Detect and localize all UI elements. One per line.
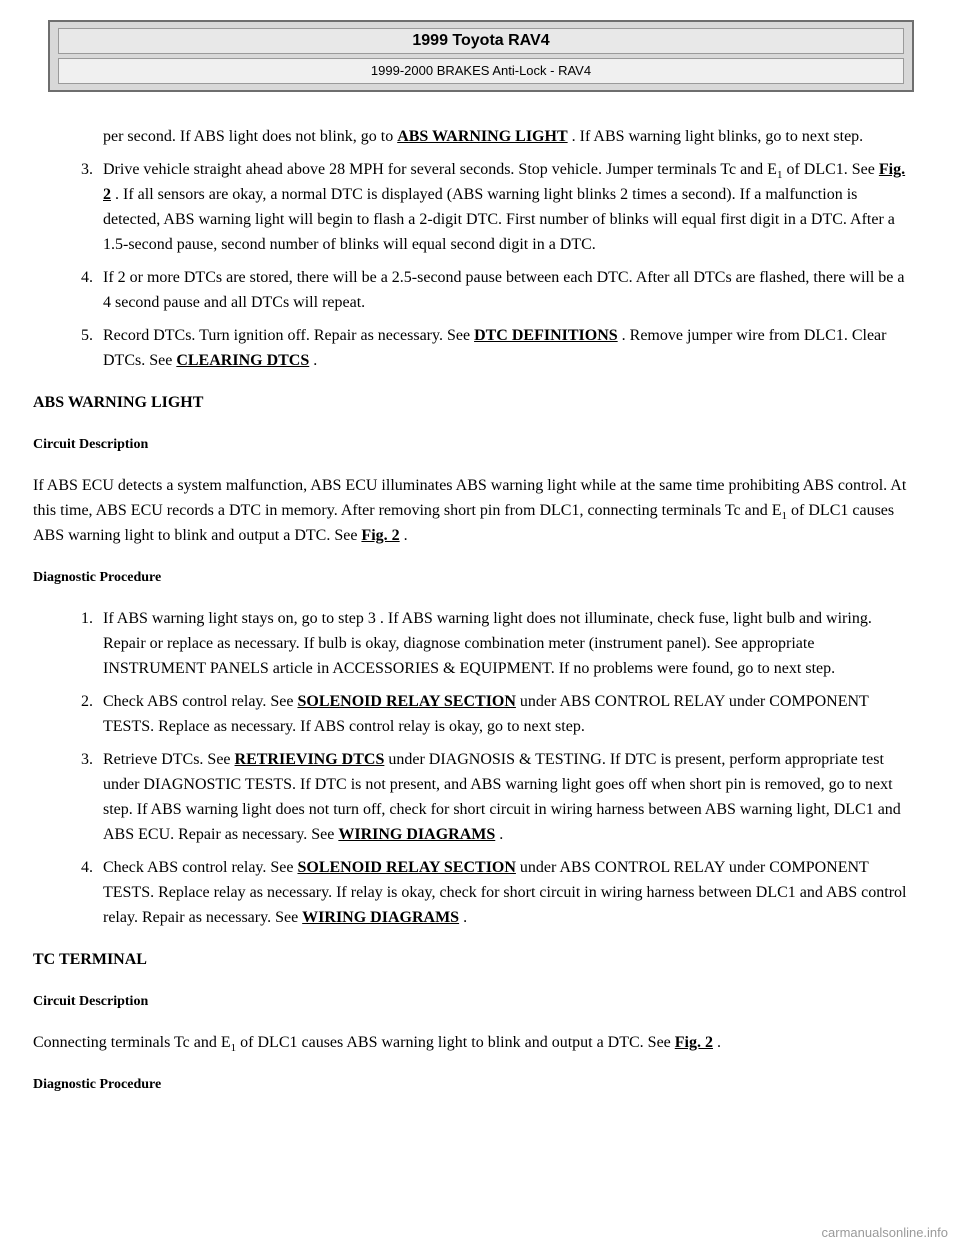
- continued-step-text: per second. If ABS light does not blink, go to ABS WARNING LIGHT . If ABS warning light blinks, go to next step.: [103, 128, 864, 145]
- link-fig-2[interactable]: Fig. 2: [103, 161, 906, 203]
- subheading-diagnostic-procedure: Diagnostic Procedure: [33, 1077, 162, 1092]
- link-retrieving-dtcs[interactable]: RETRIEVING DTCS: [234, 751, 385, 768]
- page-header: [48, 20, 914, 92]
- section-heading-tc-terminal: TC TERMINAL: [33, 951, 147, 968]
- link-fig-2[interactable]: Fig. 2: [674, 1034, 713, 1051]
- section-heading-abs-warning-light: ABS WARNING LIGHT: [33, 394, 204, 411]
- link-solenoid-relay-section[interactable]: SOLENOID RELAY SECTION: [297, 693, 516, 710]
- circuit-description-paragraph: If ABS ECU detects a system malfunction, ABS ECU illuminates ABS warning light while at the same time prohibiting ABS control. At this time, ABS ECU records a DTC in memory. After removing short pin from DLC1, connecting terminals Tc and $E_1$ of DLC1 causes ABS warning light to blink and output a DTC. See Fig. 2 .: [33, 477, 907, 544]
- step-5: 5. Record DTCs. Turn ignition off. Repair as necessary. See DTC DEFINITIONS . Remove jumper wire from DLC1. Clear DTCs. See CLEARING DTCS .: [81, 327, 887, 369]
- link-clearing-dtcs[interactable]: CLEARING DTCS: [176, 352, 310, 369]
- link-fig-2[interactable]: Fig. 2: [361, 527, 400, 544]
- subheading-circuit-description: Circuit Description: [33, 994, 149, 1009]
- link-wiring-diagrams[interactable]: WIRING DIAGRAMS: [338, 826, 496, 843]
- subheading-diagnostic-procedure: Diagnostic Procedure: [33, 570, 162, 585]
- watermark: carmanualsonline.info: [821, 1225, 948, 1240]
- document-title: 1999 Toyota RAV4: [58, 28, 904, 54]
- diag-step-3: 3. Retrieve DTCs. See RETRIEVING DTCS under DIAGNOSIS & TESTING. If DTC is present, perform appropriate test under DIAGNOSTIC TESTS. If DTC is not present, and ABS warning light goes off when short pin is removed, go to next step. If ABS warning light does not turn off, check for short circuit in wiring harness between ABS warning light, DLC1 and ABS ECU. Repair as necessary. See WIRING DIAGRAMS .: [81, 751, 901, 843]
- diagnostic-steps: [33, 606, 913, 930]
- tc-circuit-description-paragraph: Connecting terminals Tc and $E_1$ of DLC1 causes ABS warning light to blink and output a DTC. See Fig. 2 .: [33, 1034, 721, 1055]
- document-subtitle: 1999-2000 BRAKES Anti-Lock - RAV4: [58, 58, 904, 84]
- diag-step-1: 1. If ABS warning light stays on, go to step 3 . If ABS warning light does not illuminate, check fuse, light bulb and wiring. Repair or replace as necessary. If bulb is okay, diagnose combination meter (instrument panel). See appropriate INSTRUMENT PANELS article in ACCESSORIES & EQUIPMENT. If no problems were found, go to next step.: [81, 610, 872, 677]
- footer: [0, 1224, 960, 1242]
- diag-step-4: 4. Check ABS control relay. See SOLENOID RELAY SECTION under ABS CONTROL RELAY under COMPONENT TESTS. Replace relay as necessary. If relay is okay, check for short circuit in wiring harness between DLC1 and ABS control relay. Repair as necessary. See WIRING DIAGRAMS .: [81, 859, 907, 926]
- diag-step-2: 2. Check ABS control relay. See SOLENOID RELAY SECTION under ABS CONTROL RELAY under COMPONENT TESTS. Replace as necessary. If ABS control relay is okay, go to next step.: [81, 693, 869, 735]
- link-dtc-definitions[interactable]: DTC DEFINITIONS: [474, 327, 618, 344]
- link-abs-warning-light[interactable]: ABS WARNING LIGHT: [397, 128, 568, 145]
- link-wiring-diagrams[interactable]: WIRING DIAGRAMS: [302, 909, 460, 926]
- step-4: 4. If 2 or more DTCs are stored, there will be a 2.5-second pause between each DTC. After all DTCs are flashed, there will be a 4 second pause and all DTCs will repeat.: [81, 269, 905, 311]
- document-body: [33, 124, 913, 1095]
- link-solenoid-relay-section[interactable]: SOLENOID RELAY SECTION: [297, 859, 516, 876]
- subheading-circuit-description: Circuit Description: [33, 437, 149, 452]
- step-3: 3. Drive vehicle straight ahead above 28 MPH for several seconds. Stop vehicle. Jumper terminals Tc and $E_1$ of DLC1. See Fig. 2 . If all sensors are okay, a normal DTC is displayed (ABS warning light blinks 2 times a second). If a malfunction is detected, ABS warning light will begin to flash a 2-digit DTC. First number of blinks will equal first digit in a DTC. After a 1.5-second pause, second number of blinks will equal second digit in a DTC.: [81, 161, 906, 253]
